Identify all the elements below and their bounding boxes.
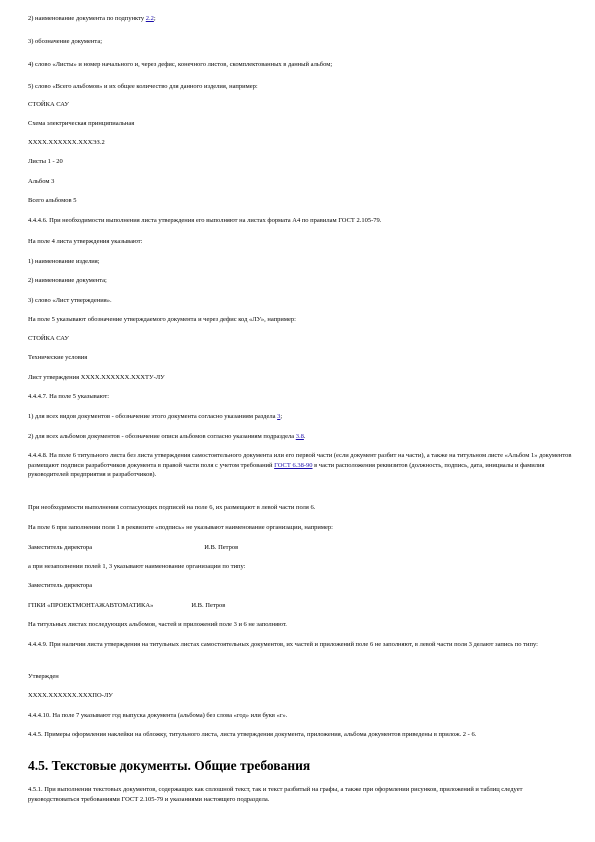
text-line: 4) слово «Листы» и номер начального и, через дефис, конечного листов, скомплектованных в данный альбом; (28, 61, 333, 68)
link-subsection-2-2[interactable]: 2.2 (145, 15, 154, 22)
text-line: 4.4.4.7. На поле 5 указывают: (28, 393, 110, 400)
text-span: в части расположения реквизитов (должность, подпись, дата, инициалы и фамилия руководителей предприятия и разработчиков). (28, 461, 545, 479)
text-span: 4.4.4.8. На поле 6 титульного листа без листа утверждения самостоятельного документа или его первой части (если документ разбит на части), а также на титульном листе «Альбом 1» документов размещают подписи разработчиков документа в правой части поля с учетом требований (28, 452, 572, 469)
text-span: ; (153, 15, 156, 22)
paragraph-4-4-4-9: 4.4.4.9. При наличии листа утверждения на титульных листах самостоятельных документов, их частей и приложений поле 6 не заполняют, в левой части поля 3 делают запись по типу: (28, 641, 538, 648)
section-heading: 4.5. Текстовые документы. Общие требования (28, 758, 311, 773)
paragraph-4-4-5: 4.4.5. Примеры оформления наклейки на обложку, титульного листа, листа утверждения документа, приложения, альбома документов приведены в прилож. 2 - 6. (28, 731, 477, 738)
signature-line (28, 601, 573, 611)
link-section-3[interactable]: 3 (277, 413, 281, 420)
text-line: а при незаполнении полей 1, 3 указывают наименование организации по типу: (28, 563, 246, 570)
text-line: 3) слово «Лист утверждения». (28, 297, 112, 304)
text-line: Всего альбомов 5 (28, 197, 77, 204)
text-line: 5) слово «Всего альбомов» и их общее количество для данного изделия, например: (28, 83, 258, 90)
text-line: На поле 5 указывают обозначение утверждаемого документа и через дефис код «ЛУ», например: (28, 316, 296, 323)
text-line: При необходимости выполнения согласующих подписей на поле 6, их размещают в левой части поля 6. (28, 504, 316, 511)
text-line: ХХХХ.ХХХХХХ.ХХХЭЗ.2 (28, 139, 105, 146)
text-span: 2) для всех альбомов документов - обозначение описи альбомов согласно указаниям подраздела (28, 433, 296, 440)
text-line (28, 412, 573, 422)
text-line (28, 432, 573, 442)
text-line: На поле 6 при заполнении поля 1 в реквизите «подпись» не указывают наименование организации, например: (28, 524, 333, 531)
text-line: СТОЙКА САУ (28, 101, 69, 108)
link-subsection-3-8[interactable]: 3.8 (295, 433, 304, 440)
paragraph-4-4-4-8 (28, 451, 573, 480)
link-gost-6-38-90[interactable]: ГОСТ 6.38-90 (274, 461, 313, 469)
text-span: . (303, 433, 306, 440)
signature-name: И.В. Петров (204, 544, 239, 551)
text-line: Альбом 3 (28, 178, 55, 185)
text-line: 1) наименование изделия; (28, 258, 100, 265)
text-line: 4.4.4.10. На поле 7 указывают год выпуска документа (альбома) без слова «год» или букв «г». (28, 712, 288, 719)
text-span: 2) наименование документа по подпункту (28, 15, 146, 22)
signature-name: И.В. Петров (191, 602, 226, 609)
text-line: Листы 1 - 20 (28, 158, 63, 165)
text-line: ХХХХ.ХХХХХХ.ХХХПО-ЛУ (28, 692, 113, 699)
text-line: 2) наименование документа; (28, 277, 107, 284)
text-span: 1) для всех видов документов - обозначение этого документа согласно указаниям раздела (28, 413, 278, 420)
signature-position: Заместитель директора (28, 544, 93, 551)
text-line: СТОЙКА САУ (28, 335, 69, 342)
text-line (28, 14, 573, 24)
text-line: 3) обозначение документа; (28, 38, 103, 45)
text-line: 4.4.4.6. При необходимости выполнения листа утверждения его выполняют на листах формата А4 по правилам ГОСТ 2.105-79. (28, 217, 382, 224)
text-span: ; (280, 413, 283, 420)
signature-organization: ГПКИ «ПРОЕКТМОНТАЖАВТОМАТИКА» (28, 602, 154, 609)
paragraph-4-5-1: 4.5.1. При выполнении текстовых документов, содержащих как сплошной текст, так и текст разбитый на графы, а также при оформлении рисунков, приложений и таблиц следует руководствоваться требованиями ГОСТ 2.105-79 и указаниями настоящего подраздела. (28, 786, 523, 803)
text-line: Заместитель директора (28, 582, 93, 589)
text-line: Схема электрическая принципиальная (28, 120, 135, 127)
text-line: Технические условия (28, 354, 88, 361)
text-line: Лист утверждения ХХХХ.ХХХХХХ.ХХХТУ-ЛУ (28, 374, 165, 381)
text-line: На поле 4 листа утверждения указывают: (28, 238, 143, 245)
signature-line (28, 543, 573, 553)
text-line: На титульных листах последующих альбомов, частей и приложений поле 3 и 6 не заполняют. (28, 621, 287, 628)
text-line: Утвержден (28, 673, 59, 680)
